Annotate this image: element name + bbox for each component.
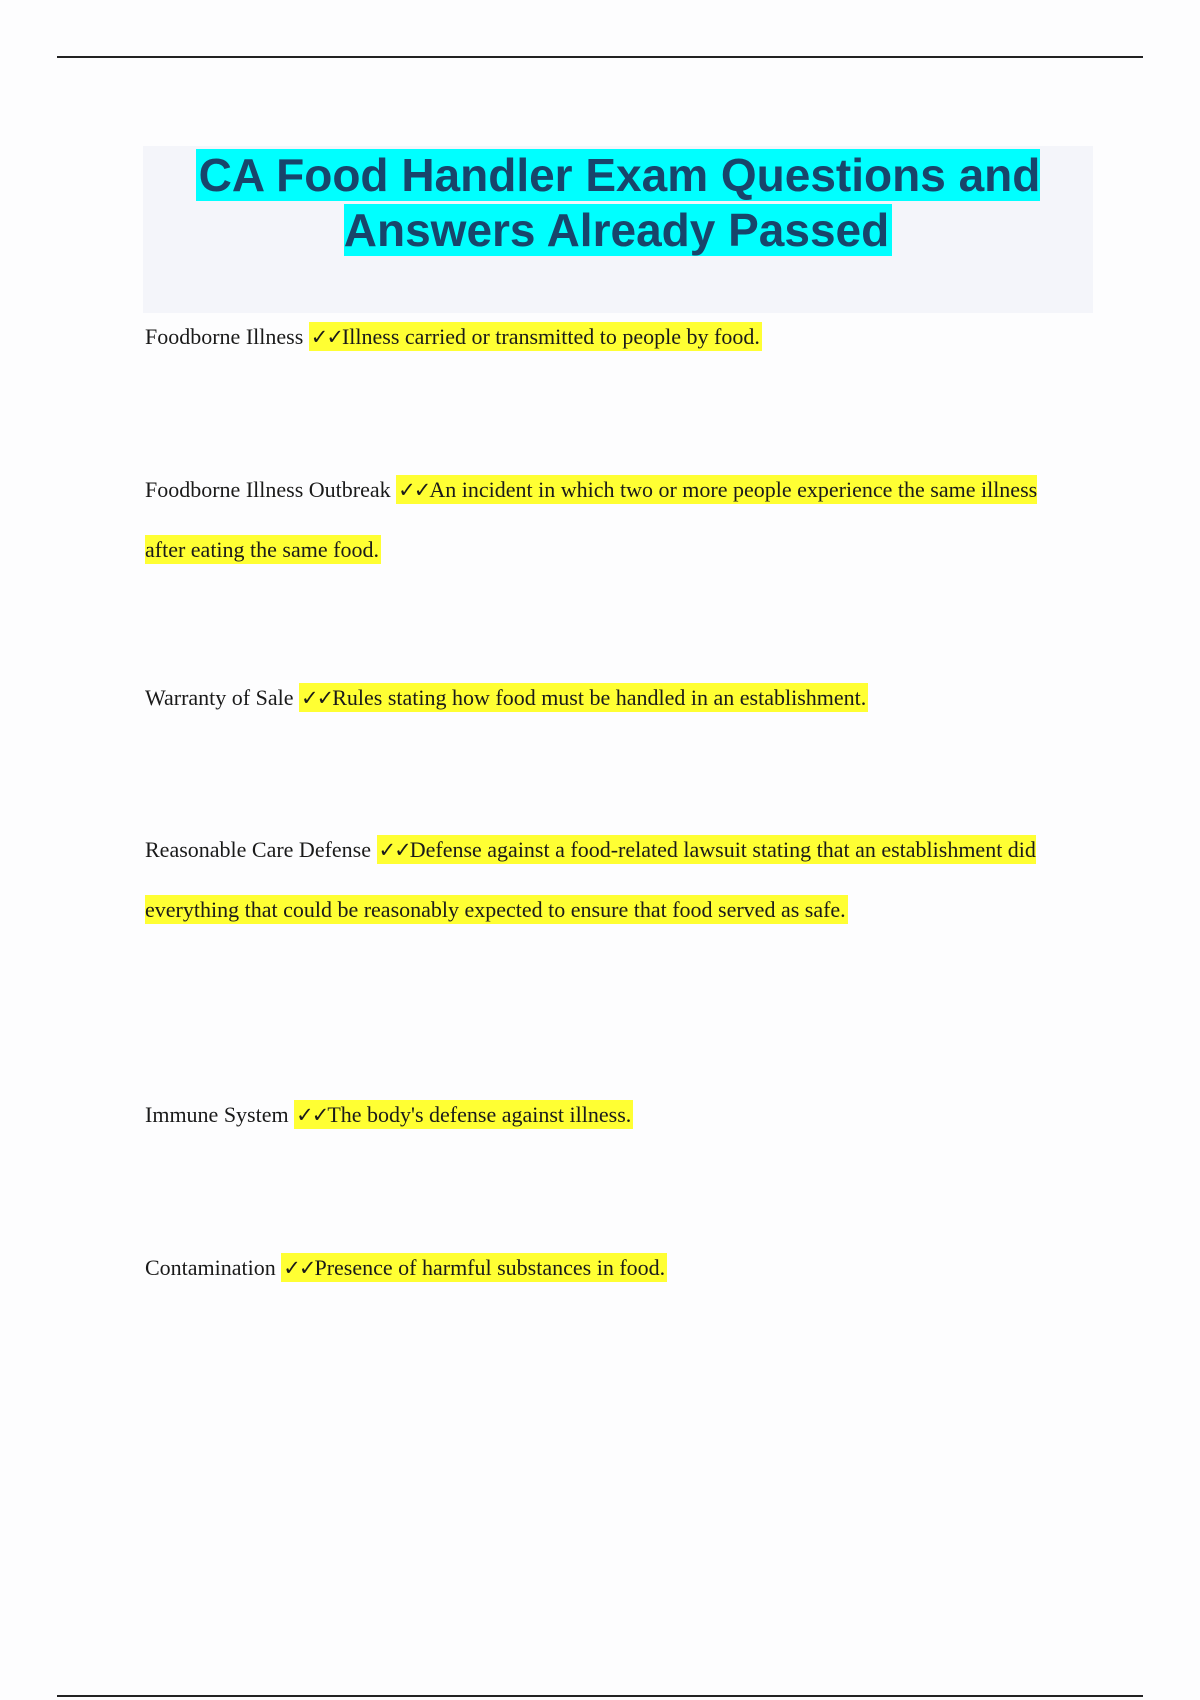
check-icon: ✓✓ <box>398 478 430 502</box>
footer-rule <box>57 1695 1143 1697</box>
page-title <box>143 146 1093 258</box>
qa-answer: An incident in which two or more people experience the same illness after eating the same food. <box>145 477 1038 562</box>
qa-entry <box>145 1238 1075 1298</box>
title-box <box>143 146 1093 313</box>
qa-term: Contamination <box>145 1255 276 1280</box>
qa-term: Reasonable Care Defense <box>145 837 372 862</box>
qa-entry <box>145 820 1075 939</box>
qa-term: Foodborne Illness <box>145 324 304 349</box>
qa-answer: Illness carried or transmitted to people by food. <box>341 324 760 349</box>
qa-entry <box>145 668 1075 728</box>
qa-answer: Rules stating how food must be handled in an establishment. <box>332 685 867 710</box>
qa-entry <box>145 460 1075 580</box>
qa-answer: Presence of harmful substances in food. <box>314 1255 666 1280</box>
header-rule <box>57 56 1143 58</box>
qa-answer-highlight <box>309 322 762 351</box>
qa-answer-highlight <box>281 1253 667 1282</box>
qa-term: Warranty of Sale <box>145 685 294 710</box>
qa-answer: The body's defense against illness. <box>327 1102 632 1127</box>
qa-term: Immune System <box>145 1102 289 1127</box>
check-icon: ✓✓ <box>310 325 342 349</box>
check-icon: ✓✓ <box>283 1256 315 1280</box>
check-icon: ✓✓ <box>301 686 333 710</box>
qa-entry <box>145 1085 1075 1145</box>
page-title-text: CA Food Handler Exam Questions and Answers Already Passed <box>196 149 1041 256</box>
qa-answer-highlight <box>299 683 868 712</box>
qa-answer-highlight <box>294 1100 633 1129</box>
check-icon: ✓✓ <box>378 838 410 862</box>
qa-answer: Defense against a food-related lawsuit stating that an establishment did everything that could be reasonably expected to ensure that food served as safe. <box>145 837 1036 922</box>
check-icon: ✓✓ <box>296 1103 328 1127</box>
qa-entry <box>145 307 1075 367</box>
qa-term: Foodborne Illness Outbreak <box>145 477 391 502</box>
